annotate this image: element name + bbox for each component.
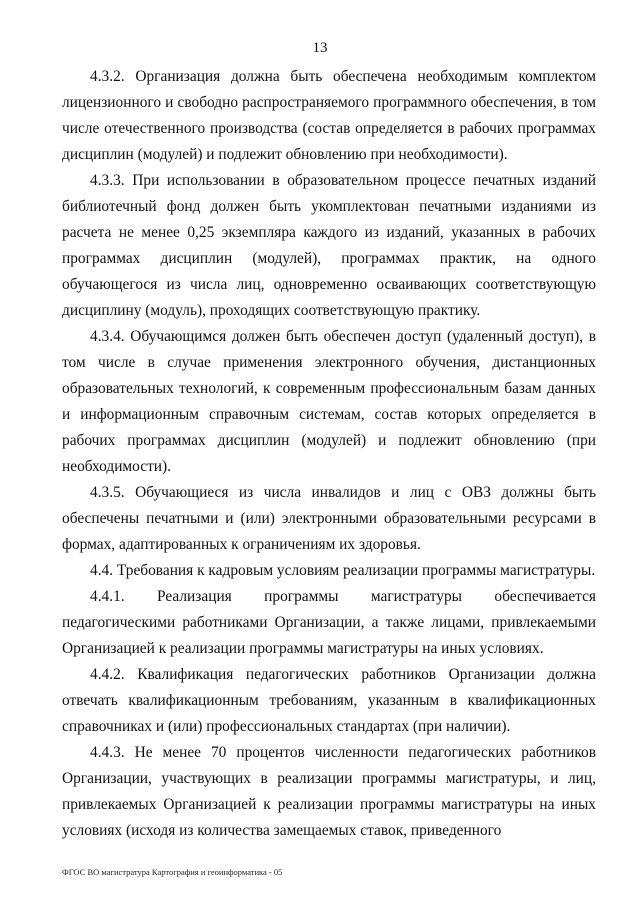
document-body (62, 64, 596, 844)
paragraph-4-4: 4.4. Требования к кадровым условиям реализации программы магистратуры. (90, 562, 596, 579)
footer-note: ФГОС ВО магистратура Картография и геоинформатика - 05 (62, 867, 283, 877)
paragraph-4-4-2: 4.4.2. Квалификация педагогических работников Организации должна отвечать квалификационным требованиям, указанным в квалификационных справочниках и (или) профессиональных стандартах (при наличии). (62, 666, 596, 735)
page-number: 13 (312, 40, 328, 56)
paragraph-4-3-2: 4.3.2. Организация должна быть обеспечена необходимым комплектом лицензионного и свободно распространяемого программного обеспечения, в том числе отечественного производства (состав определяется в рабочих программах дисциплин (модулей) и подлежит обновлению при необходимости). (62, 68, 596, 163)
paragraph-4-4-3: 4.4.3. Не менее 70 процентов численности педагогических работников Организации, участвующих в реализации программы магистратуры, и лиц, привлекаемых Организацией к реализации программы магистратуры на иных условиях (исходя из количества замещаемых ставок, приведенного (62, 744, 596, 839)
paragraph-4-3-5: 4.3.5. Обучающиеся из числа инвалидов и лиц с ОВЗ должны быть обеспечены печатными и (или) электронными образовательными ресурсами в формах, адаптированных к ограничениям их здоровья. (62, 484, 596, 553)
paragraph-4-3-4: 4.3.4. Обучающимся должен быть обеспечен доступ (удаленный доступ), в том числе в случае применения электронного обучения, дистанционных образовательных технологий, к современным профессиональным базам данных и информационным справочным системам, состав которых определяется в рабочих программах дисциплин (модулей) и подлежит обновлению (при необходимости). (62, 328, 596, 475)
paragraph-4-3-3: 4.3.3. При использовании в образовательном процессе печатных изданий библиотечный фонд должен быть укомплектован печатными изданиями из расчета не менее 0,25 экземпляра каждого из изданий, указанных в рабочих программах дисциплин (модулей), программах практик, на одного обучающегося из числа лиц, одновременно осваивающих соответствующую дисциплину (модуль), проходящих соответствующую практику. (62, 172, 596, 319)
paragraph-4-4-1: 4.4.1. Реализация программы магистратуры обеспечивается педагогическими работниками Организации, а также лицами, привлекаемыми Организацией к реализации программы магистратуры на иных условиях. (62, 588, 596, 657)
